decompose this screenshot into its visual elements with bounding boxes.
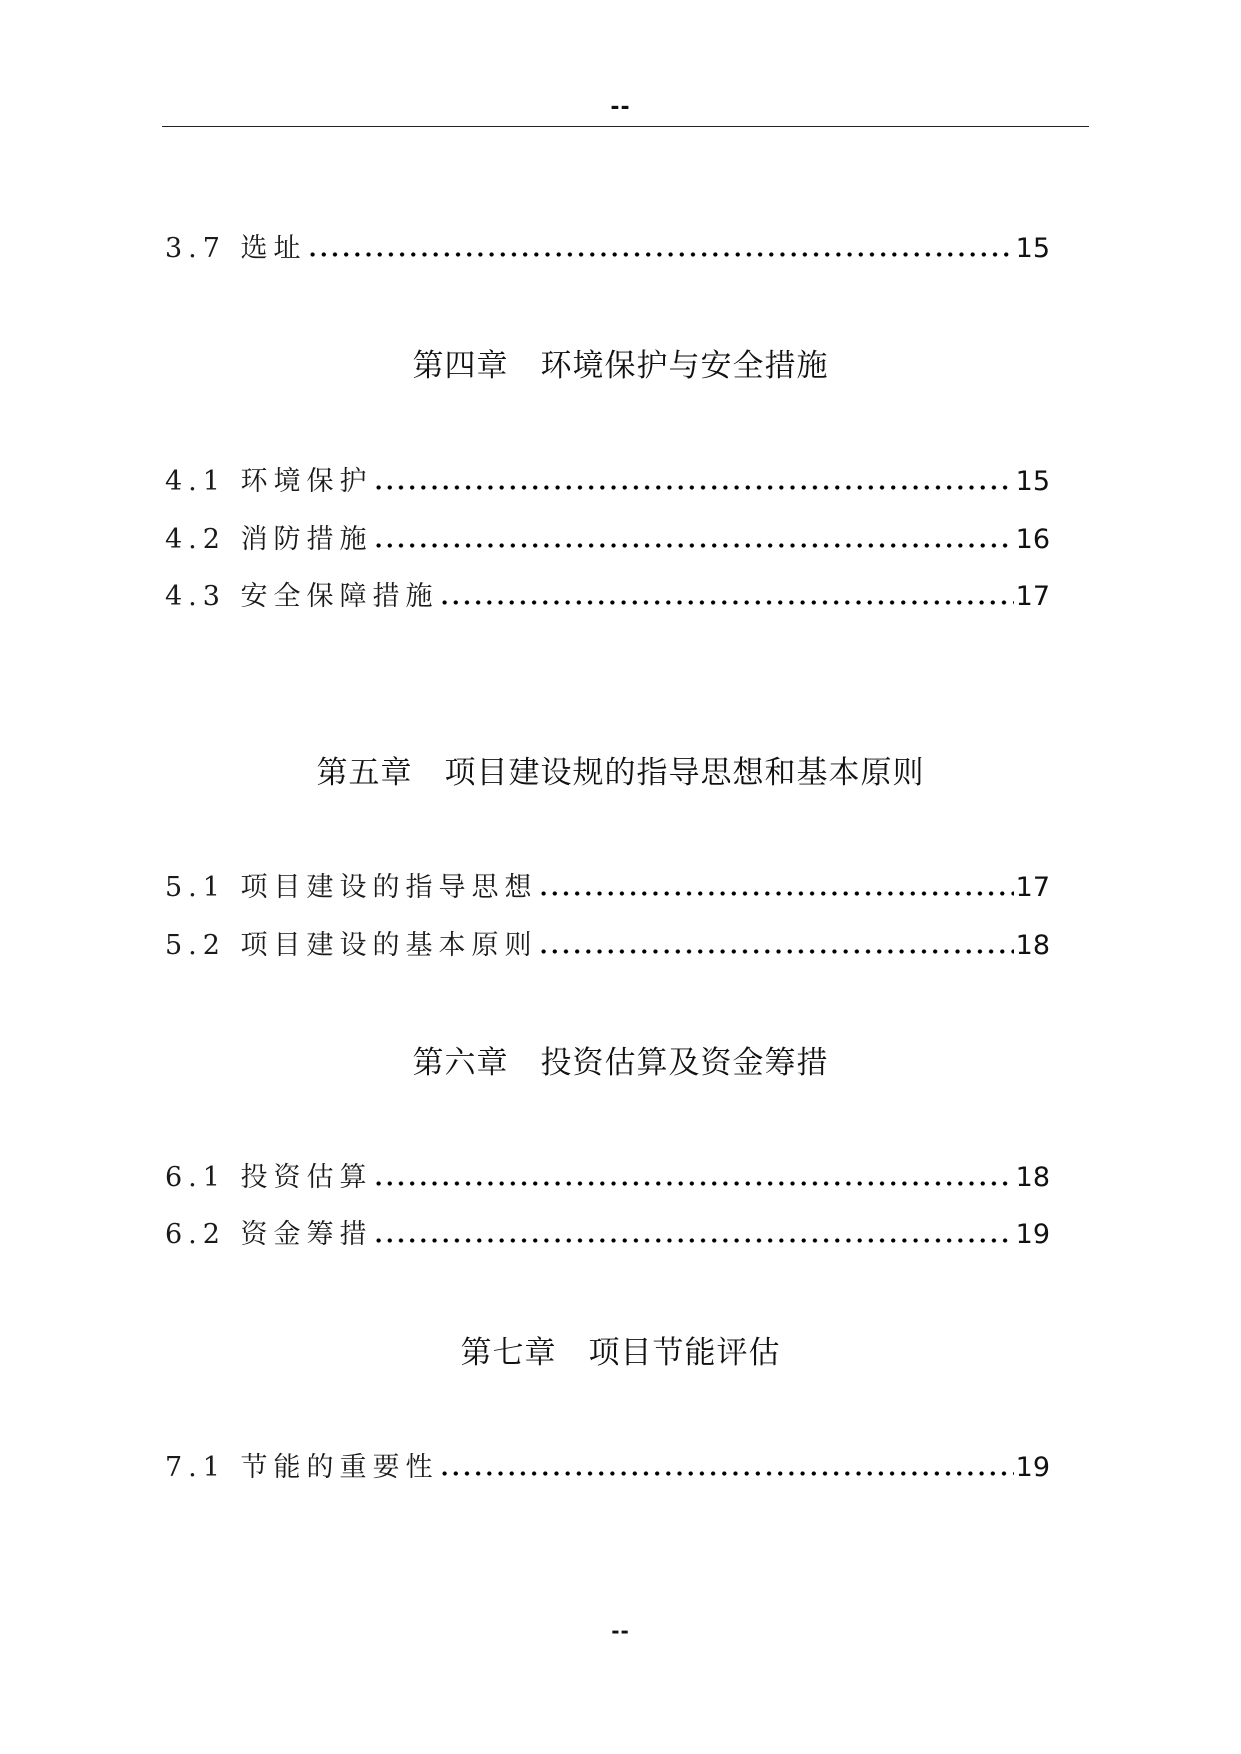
toc-entry-page: 16 — [1015, 524, 1050, 555]
toc-entry-label: 3.7 选址 — [165, 233, 307, 264]
toc-entry[interactable] — [165, 922, 1050, 966]
toc-entry-page: 19 — [1015, 1452, 1050, 1483]
toc-entry[interactable] — [165, 573, 1050, 617]
chapter-title[interactable]: 第七章 项目节能评估 — [460, 1335, 781, 1371]
toc-entry-label: 5.1 项目建设的指导思想 — [165, 872, 538, 903]
toc-leader-dots — [538, 891, 1014, 896]
toc-leader-dots — [439, 1471, 1014, 1476]
toc-entry-page: 19 — [1015, 1219, 1050, 1250]
toc-leader-dots — [373, 1238, 1014, 1243]
toc-entry-page: 18 — [1015, 930, 1050, 961]
chapter-title[interactable]: 第四章 环境保护与安全措施 — [412, 348, 829, 384]
page-footer-mark: -- — [611, 1619, 630, 1643]
toc-leader-dots — [538, 949, 1014, 954]
toc-entry-label: 5.2 项目建设的基本原则 — [165, 930, 538, 961]
toc-leader-dots — [373, 543, 1014, 548]
toc-entry[interactable] — [165, 1211, 1050, 1255]
toc-entry-label: 6.2 资金筹措 — [165, 1219, 373, 1250]
toc-entry-page: 17 — [1015, 581, 1050, 612]
toc-entry[interactable] — [165, 225, 1050, 269]
toc-entry-label: 4.2 消防措施 — [165, 524, 373, 555]
toc-entry-page: 15 — [1015, 233, 1050, 264]
toc-entry-label: 6.1 投资估算 — [165, 1162, 373, 1193]
page-header-mark: -- — [610, 95, 631, 120]
toc-entry-label: 4.1 环境保护 — [165, 466, 373, 497]
toc-entry[interactable] — [165, 864, 1050, 908]
toc-leader-dots — [307, 252, 1014, 257]
toc-leader-dots — [373, 1181, 1014, 1186]
header-rule — [162, 126, 1089, 127]
toc-entry-page: 17 — [1015, 872, 1050, 903]
chapter-title[interactable]: 第六章 投资估算及资金筹措 — [412, 1045, 829, 1081]
toc-entry-page: 18 — [1015, 1162, 1050, 1193]
toc-leader-dots — [439, 600, 1014, 605]
toc-entry-label: 4.3 安全保障措施 — [165, 581, 439, 612]
toc-entry[interactable] — [165, 516, 1050, 560]
chapter-title[interactable]: 第五章 项目建设规的指导思想和基本原则 — [316, 755, 925, 791]
toc-entry[interactable] — [165, 1154, 1050, 1198]
toc-entry-page: 15 — [1015, 466, 1050, 497]
toc-entry[interactable] — [165, 458, 1050, 502]
toc-leader-dots — [373, 485, 1014, 490]
toc-entry-label: 7.1 节能的重要性 — [165, 1452, 439, 1483]
toc-entry[interactable] — [165, 1444, 1050, 1488]
